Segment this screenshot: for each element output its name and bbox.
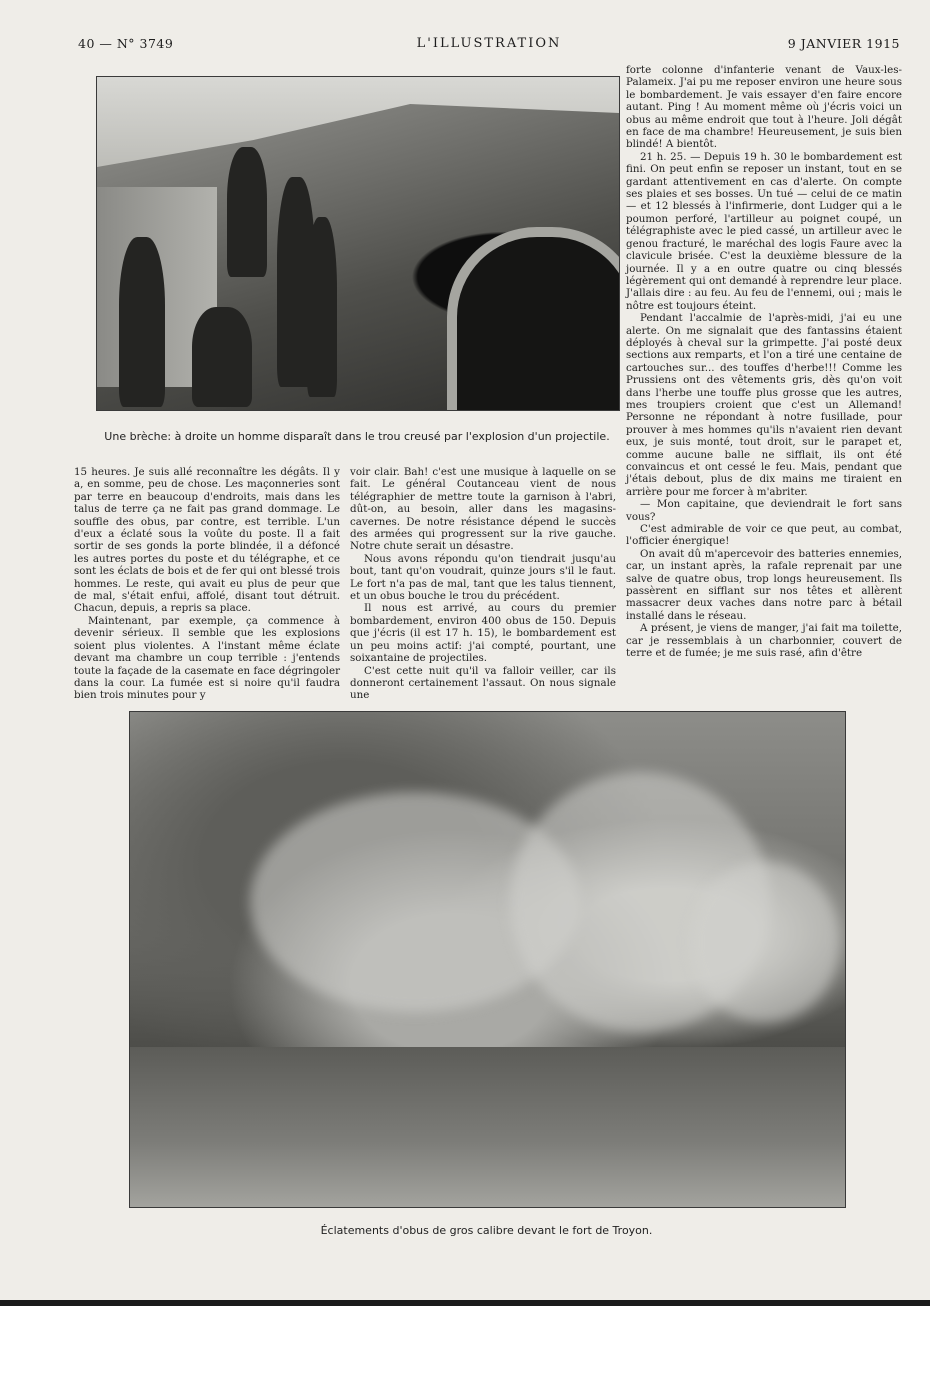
foreground-field (130, 1047, 845, 1207)
breach-photo (96, 76, 620, 411)
shell-explosions-photo (129, 711, 846, 1208)
paragraph: Il nous est arrivé, au cours du premier bombardement, environ 400 obus de 150. Depuis que j'écris (il est 17 h. 15), le bombardement est un peu moins actif: j'ai compté, pourtant, une soixantaine de projectiles. (350, 602, 616, 665)
top-photo-caption: Une brèche: à droite un homme disparaît dans le trou creusé par l'explosion d'un projectile. (104, 430, 610, 443)
paragraph: 21 h. 25. — Depuis 19 h. 30 le bombardement est fini. On peut enfin se reposer un instant, tout en se gardant attentivement en cas d'alerte. On compte ses plaies et ses bosses. Un tué — celui de ce matin — et 12 blessés à l'infirmerie, dont Ludger qui a le poumon perforé, l'artilleur au poignet coupé, un télégraphiste avec le pied cassé, un artilleur avec le genou fracturé, le maréchal des logis Faure avec la clavicule brisée. C'est la deuxième blessure de la journée. Il y a en outre quatre ou cinq blessés légèrement qui ont demandé à reprendre leur place. J'allais dire : au feu. Au feu de l'ennemi, oui ; mais le nôtre est toujours éteint. (626, 150, 902, 312)
paragraph: Pendant l'accalmie de l'après-midi, j'ai eu une alerte. On me signalait que des fantassins étaient déployés à cheval sur la grimpette. J'ai posté deux sections aux remparts, et l'on a tiré une centaine de cartouches sur... des touffes d'herbe!!! Comme les Prussiens ont des vêtements gris, dès qu'on voit dans l'herbe une touffe plus grosse que les autres, mes troupiers croient que c'est un Allemand! Personne ne répondant à notre fusillade, pour prouver à mes hommes qu'ils n'avaient rien devant eux, je suis monté, tout droit, sur le parapet et, comme aucune balle ne sifflait, ils ont été convaincus et ont cessé le feu. Mais, pendant que j'étais debout, plus de dix mains me tiraient en arrière pour me forcer à m'abriter. (626, 312, 902, 498)
paragraph: voir clair. Bah! c'est une musique à laquelle on se fait. Le général Coutanceau vient de nous télégraphier de mettre toute la garnison à l'abri, dût-on, au besoin, aller dans les magasins-cavernes. De notre résistance dépend le succès des armées qui progressent sur la rive gauche. Notre chute serait un désastre. (350, 466, 616, 553)
publication-title: L'ILLUSTRATION (416, 36, 562, 51)
paragraph: — Mon capitaine, que deviendrait le fort sans vous? (626, 498, 902, 523)
paragraph: forte colonne d'infanterie venant de Vaux-les-Palameix. J'ai pu me reposer environ une heure sous le bombardement. Je vais essayer d'en faire encore autant. Ping ! Au moment même où j'écris voici un obus au même endroit que tout à l'heure. Joli dégât en face de ma chambre! Heureusement, je suis bien blindé! A bientôt. (626, 64, 902, 151)
right-column (626, 64, 902, 660)
soldier-figure (192, 307, 252, 407)
paragraph: Maintenant, par exemple, ça commence à devenir sérieux. Il semble que les explosions soient plus violentes. A l'instant même éclate devant ma chambre un coup terrible : j'entends toute la façade de la casemate en face dégringoler dans la cour. La fumée est si noire qu'il faudra bien trois minutes pour y (74, 614, 340, 702)
page-number: 40 — N° 3749 (78, 36, 174, 51)
tunnel-arch (447, 227, 620, 411)
paragraph: 15 heures. Je suis allé reconnaître les dégâts. Il y a, en somme, peu de chose. Les maçonneries sont par terre en beaucoup d'endroits, mais dans les talus de terre ça ne fait pas grand dommage. Le souffle des obus, par contre, est terrible. L'un d'eux a éclaté sous la voûte du poste. Il a fait sortir de ses gonds la porte blindée, il a défoncé les autres portes du poste et du télégraphe, et ce sont les éclats de bois et de fer qui ont blessé trois hommes. Le reste, qui avait eu plus de peur que de mal, s'était enfui, affolé, disant tout détruit. Chacun, depuis, a repris sa place. (74, 466, 340, 615)
paragraph: A présent, je viens de manger, j'ai fait ma toilette, car je ressemblais à un charbonnier, couvert de terre et de fumée; je me suis rasé, afin d'être (626, 622, 902, 660)
middle-column (350, 466, 616, 702)
paragraph: Nous avons répondu qu'on tiendrait jusqu'au bout, tant qu'on voudrait, quinze jours s'il le faut. Le fort n'a pas de mal, tant que les talus tiennent, et un obus bouche le trou du précédent. (350, 552, 616, 603)
soldier-figure (119, 237, 165, 407)
bottom-photo-caption: Éclatements d'obus de gros calibre devant le fort de Troyon. (320, 1224, 653, 1237)
left-column (74, 466, 340, 702)
soldier-figure (227, 147, 267, 277)
paragraph: C'est cette nuit qu'il va falloir veiller, car ils donneront certainement l'assaut. On nous signale une (350, 664, 616, 702)
paragraph: C'est admirable de voir ce que peut, au combat, l'officier énergique! (626, 523, 902, 548)
paragraph: On avait dû m'apercevoir des batteries ennemies, car, un instant après, la rafale reprenait par une salve de quatre obus, trop longs heureusement. Ils passèrent en sifflant sur nos têtes et allèrent massacrer deux vaches dans notre parc à bétail installé dans le réseau. (626, 547, 902, 622)
issue-date: 9 JANVIER 1915 (787, 36, 900, 51)
page-header (78, 36, 900, 54)
footer-bar (0, 1300, 930, 1390)
soldier-figure (307, 217, 337, 397)
